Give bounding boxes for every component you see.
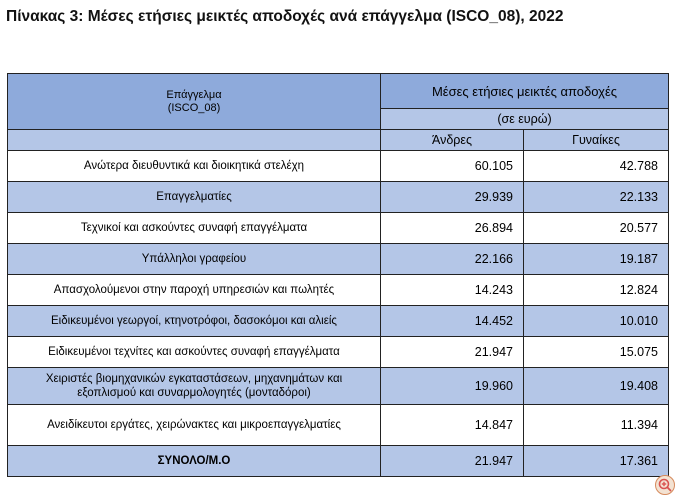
men-header: Άνδρες (381, 130, 524, 151)
occupation-cell: Ειδικευμένοι γεωργοί, κτηνοτρόφοι, δασοκόμοι και αλιείς (8, 306, 381, 337)
table-row (8, 337, 669, 368)
men-value: 21.947 (381, 337, 524, 368)
occupation-header-line1: Επάγγελμα (166, 88, 222, 101)
women-value: 10.010 (524, 306, 669, 337)
men-value: 29.939 (381, 182, 524, 213)
table-row (8, 306, 669, 337)
women-value: 12.824 (524, 275, 669, 306)
earnings-table (7, 73, 669, 477)
table-row (8, 275, 669, 306)
occupation-cell: Υπάλληλοι γραφείου (8, 244, 381, 275)
women-total: 17.361 (524, 446, 669, 477)
table-row (8, 244, 669, 275)
unit-label: (σε ευρώ) (381, 109, 669, 130)
occupation-line2: εξοπλισμού και συναρμολογητές (μονταδόροι) (77, 387, 311, 399)
table-row (8, 368, 669, 405)
men-value: 14.847 (381, 405, 524, 446)
women-value: 11.394 (524, 405, 669, 446)
occupation-cell: Επαγγελματίες (8, 182, 381, 213)
table-row (8, 182, 669, 213)
gender-row (8, 130, 669, 151)
gender-row-spacer (8, 130, 381, 151)
men-value: 14.243 (381, 275, 524, 306)
men-value: 19.960 (381, 368, 524, 405)
women-value: 19.408 (524, 368, 669, 405)
women-header: Γυναίκες (524, 130, 669, 151)
zoom-in-glyph (656, 476, 674, 494)
women-value: 19.187 (524, 244, 669, 275)
table-row (8, 151, 669, 182)
women-value: 15.075 (524, 337, 669, 368)
women-value: 22.133 (524, 182, 669, 213)
occupation-header-line2: (ISCO_08) (167, 101, 221, 114)
table-row (8, 405, 669, 446)
zoom-in-icon[interactable] (655, 475, 675, 495)
header-row (8, 74, 669, 109)
table-title: Πίνακας 3: Μέσες ετήσιες μεικτές αποδοχές ανά επάγγελμα (ISCO_08), 2022 (6, 8, 564, 25)
men-total: 21.947 (381, 446, 524, 477)
occupation-cell: Ειδικευμένοι τεχνίτες και ασκούντες συναφή επαγγέλματα (8, 337, 381, 368)
men-value: 26.894 (381, 213, 524, 244)
occupation-line1: Χειριστές βιομηχανικών εγκαταστάσεων, μηχανημάτων και (45, 373, 343, 385)
men-value: 60.105 (381, 151, 524, 182)
occupation-cell: Απασχολούμενοι στην παροχή υπηρεσιών και πωλητές (8, 275, 381, 306)
men-value: 22.166 (381, 244, 524, 275)
table-row (8, 213, 669, 244)
occupation-cell: Ανώτερα διευθυντικά και διοικητικά στελέχη (8, 151, 381, 182)
men-value: 14.452 (381, 306, 524, 337)
occupation-header (8, 74, 381, 130)
occupation-cell: Ανειδίκευτοι εργάτες, χειρώνακτες και μικροεπαγγελματίες (8, 405, 381, 446)
women-value: 20.577 (524, 213, 669, 244)
total-label: ΣΥΝΟΛΟ/Μ.Ο (8, 446, 381, 477)
women-value: 42.788 (524, 151, 669, 182)
occupation-cell (8, 368, 381, 405)
total-row (8, 446, 669, 477)
occupation-cell: Τεχνικοί και ασκούντες συναφή επαγγέλματα (8, 213, 381, 244)
earnings-header: Μέσες ετήσιες μεικτές αποδοχές (381, 74, 669, 109)
